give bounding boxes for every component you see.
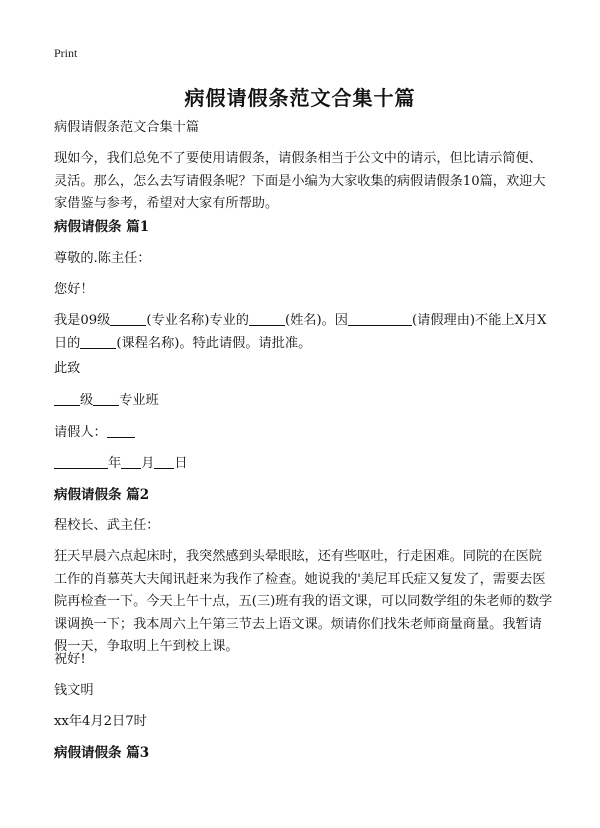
section-1-body	[54, 310, 554, 355]
body-part: (请假理由)不能上X月X日的	[54, 313, 547, 351]
body-part: 我是09级	[54, 313, 111, 328]
date-part: 年	[108, 456, 122, 471]
section-1-greeting: 您好！	[54, 282, 94, 297]
section-2-closing: 祝好!	[54, 652, 86, 667]
requester-label: 请假人：	[54, 425, 107, 440]
blank-line	[348, 311, 412, 326]
blank-line	[249, 311, 285, 326]
section-2-date: xx年4月2日7时	[54, 714, 147, 729]
section-2-heading: 病假请假条 篇2	[54, 487, 150, 503]
section-1-heading: 病假请假条 篇1	[54, 219, 150, 235]
section-1-requester	[54, 422, 554, 445]
class-part: 级	[80, 393, 94, 408]
blank-line	[110, 311, 146, 326]
blank-line	[80, 334, 116, 349]
blank-line	[54, 391, 80, 406]
body-part: (课程名称)。特此请假。请批准。	[116, 335, 312, 351]
blank-line	[93, 391, 119, 406]
blank-line	[107, 423, 135, 438]
date-part: 日	[174, 456, 188, 471]
section-1-date	[54, 453, 554, 476]
class-part: 专业班	[119, 393, 159, 408]
blank-line	[154, 454, 174, 469]
section-1-closing: 此致	[54, 361, 81, 376]
section-2-body: 狂天早晨六点起床时，我突然感到头晕眼眩，还有些呕吐，行走困难。同院的在医院工作的肖慕英大夫闻讯赶来为我作了检查。她说我的'美尼耳氏症又复发了，需要去医院再检查一下。今天上午十点，五(三)班有我的语文课，可以同数学组的朱老师的数学课调换一下；我本周六上午第三节去上语文课。烦请你们找朱老师商量商量。我暂请假一天，争取明上午到校上课。	[54, 549, 553, 654]
section-3-heading: 病假请假条 篇3	[54, 745, 150, 761]
section-2-signature: 钱文明	[54, 683, 94, 698]
print-label: Print	[54, 46, 78, 60]
blank-line	[121, 454, 141, 469]
section-2-salutation: 程校长、武主任：	[54, 518, 160, 533]
intro-paragraph: 现如今，我们总免不了要使用请假条，请假条相当于公文中的请示，但比请示简便、灵活。那么，怎么去写请假条呢？下面是小编为大家收集的病假请假条10篇，欢迎大家借鉴与参考，希望对大家有所帮助。	[54, 151, 546, 211]
document-subtitle: 病假请假条范文合集十篇	[54, 120, 200, 135]
blank-line	[54, 454, 108, 469]
body-part: (姓名)。因	[284, 313, 348, 328]
section-1-salutation: 尊敬的.陈主任：	[54, 251, 151, 266]
body-part: (专业名称)专业的	[146, 313, 249, 328]
date-part: 月	[141, 456, 155, 471]
page-title: 病假请假条范文合集十篇	[184, 86, 416, 110]
section-1-class-line	[54, 390, 554, 413]
